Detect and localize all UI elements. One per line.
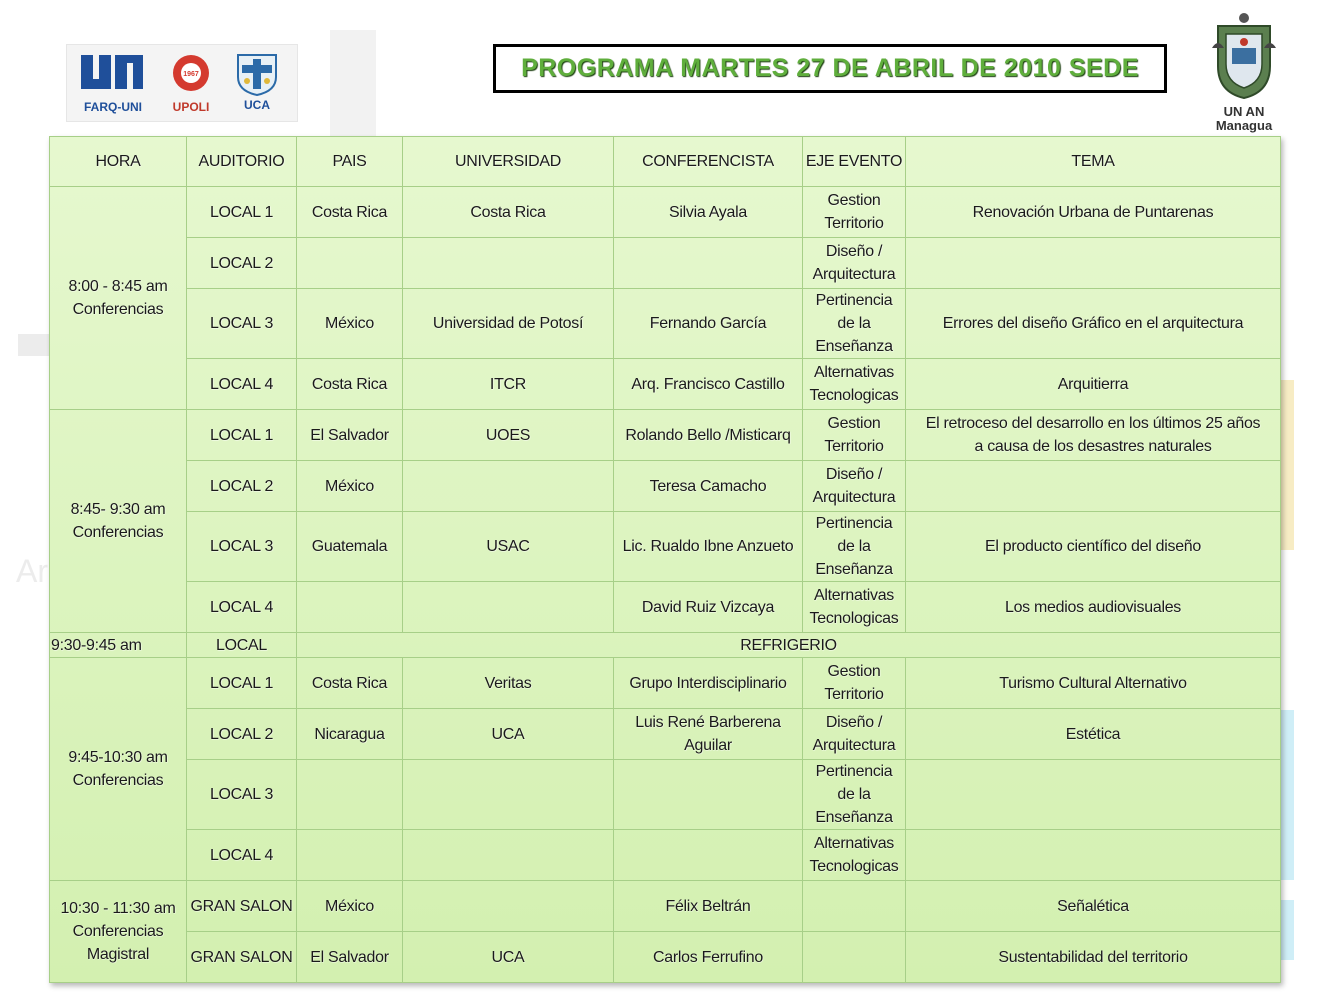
- conferencista-cell: David Ruiz Vizcaya: [614, 582, 803, 633]
- eje-line: Tecnologicas: [809, 858, 899, 875]
- header-conferencista: CONFERENCISTA: [614, 137, 803, 187]
- eje-line: Tecnologicas: [809, 610, 899, 627]
- session-type: Conferencias: [72, 301, 164, 318]
- header-eje-evento: EJE EVENTO: [803, 137, 906, 187]
- uca-shield-icon: [232, 51, 282, 97]
- eje-line: Gestion: [827, 192, 881, 209]
- pais-cell: Nicaragua: [297, 709, 403, 760]
- faro-uni-logo: [77, 51, 149, 114]
- table-row: [50, 881, 1281, 932]
- time-range: 9:45-10:30 am: [68, 749, 168, 766]
- tema-cell: Errores del diseño Gráfico en el arquitectura: [906, 289, 1281, 359]
- title-box: [493, 44, 1167, 93]
- eje-line: de la: [837, 315, 871, 332]
- eje-cell: [803, 709, 906, 760]
- session-type: Conferencias: [72, 524, 164, 541]
- pais-cell: [297, 582, 403, 633]
- conferencista-cell: Félix Beltrán: [614, 881, 803, 932]
- eje-cell: [803, 582, 906, 633]
- eje-line: Gestion: [827, 415, 881, 432]
- pais-cell: Costa Rica: [297, 187, 403, 238]
- eje-line: Alternativas: [814, 364, 894, 381]
- conferencista-cell: [614, 830, 803, 881]
- universidad-cell: UCA: [403, 932, 614, 983]
- universidad-cell: [403, 760, 614, 830]
- unan-managua-logo: [1204, 8, 1284, 136]
- session-subtype: Magistral: [86, 946, 150, 963]
- auditorio-cell: LOCAL 2: [187, 709, 297, 760]
- tema-cell: Sustentabilidad del territorio: [906, 932, 1281, 983]
- eje-line: Enseñanza: [815, 338, 893, 355]
- eje-line: Arquitectura: [812, 489, 896, 506]
- eje-line: Gestion: [827, 663, 881, 680]
- eje-cell: [803, 830, 906, 881]
- header-tema: TEMA: [906, 137, 1281, 187]
- auditorio-cell: LOCAL 1: [187, 410, 297, 461]
- conferencista-cell: Grupo Interdisciplinario: [614, 658, 803, 709]
- conferencista-cell: [614, 238, 803, 289]
- universidad-cell: [403, 881, 614, 932]
- eje-line: de la: [837, 786, 871, 803]
- eje-line: Pertinencia: [815, 515, 893, 532]
- auditorio-cell: LOCAL 4: [187, 830, 297, 881]
- eje-line: Territorio: [824, 215, 884, 232]
- table-row: [50, 582, 1281, 633]
- table-row: [50, 760, 1281, 830]
- time-range: 10:30 - 11:30 am: [60, 900, 176, 917]
- universidad-cell: UOES: [403, 410, 614, 461]
- conferencista-cell: Lic. Rualdo Ibne Anzueto: [614, 512, 803, 582]
- header-universidad: UNIVERSIDAD: [403, 137, 614, 187]
- faro-uni-caption: FARQ-UNI: [84, 100, 142, 114]
- table-row: [50, 238, 1281, 289]
- pais-cell: México: [297, 289, 403, 359]
- pais-cell: El Salvador: [297, 932, 403, 983]
- time-cell-block1: [50, 187, 187, 410]
- pais-cell: [297, 760, 403, 830]
- conferencista-cell: Arq. Francisco Castillo: [614, 359, 803, 410]
- universidad-cell: Costa Rica: [403, 187, 614, 238]
- break-location: LOCAL: [187, 633, 297, 658]
- universidad-cell: UCA: [403, 709, 614, 760]
- tema-cell: [906, 410, 1281, 461]
- conferencista-cell: Carlos Ferrufino: [614, 932, 803, 983]
- tema-cell: Arquitierra: [906, 359, 1281, 410]
- pais-cell: [297, 830, 403, 881]
- tema-cell: [906, 461, 1281, 512]
- table-header-row: [50, 137, 1281, 187]
- unan-crest-icon: [1208, 8, 1280, 100]
- auditorio-cell: LOCAL 4: [187, 359, 297, 410]
- pais-cell: México: [297, 881, 403, 932]
- table-row: [50, 359, 1281, 410]
- auditorio-cell: LOCAL 3: [187, 760, 297, 830]
- pais-cell: El Salvador: [297, 410, 403, 461]
- session-type: Conferencias: [72, 923, 164, 940]
- eje-line: Diseño /: [825, 714, 883, 731]
- auditorio-cell: LOCAL 1: [187, 187, 297, 238]
- eje-line: Pertinencia: [815, 763, 893, 780]
- eje-cell: [803, 461, 906, 512]
- eje-line: Alternativas: [814, 587, 894, 604]
- uni-emblem-icon: [79, 51, 147, 93]
- conferencista-line: Luis René Barberena: [635, 714, 781, 731]
- header-pais: PAIS: [297, 137, 403, 187]
- conferencista-cell: [614, 709, 803, 760]
- table-row: [50, 830, 1281, 881]
- unan-caption: UN AN: [1223, 104, 1265, 119]
- auditorio-cell: GRAN SALON: [187, 932, 297, 983]
- table-row: [50, 410, 1281, 461]
- schedule-table: [49, 136, 1281, 983]
- universidad-cell: [403, 238, 614, 289]
- eje-cell: [803, 881, 906, 932]
- eje-cell: [803, 238, 906, 289]
- eje-line: Enseñanza: [815, 809, 893, 826]
- table-row: [50, 709, 1281, 760]
- conferencista-cell: Rolando Bello /Misticarq: [614, 410, 803, 461]
- table-row: [50, 289, 1281, 359]
- tema-cell: Renovación Urbana de Puntarenas: [906, 187, 1281, 238]
- eje-cell: [803, 658, 906, 709]
- conferencista-cell: Fernando García: [614, 289, 803, 359]
- time-range: 8:00 - 8:45 am: [68, 278, 168, 295]
- tema-line: a causa de los desastres naturales: [974, 438, 1212, 455]
- auditorio-cell: LOCAL 3: [187, 289, 297, 359]
- table-row: [50, 187, 1281, 238]
- eje-line: Pertinencia: [815, 292, 893, 309]
- tema-line: El retroceso del desarrollo en los últimos 25 años: [925, 415, 1261, 432]
- session-type: Conferencias: [72, 772, 164, 789]
- eje-line: Arquitectura: [812, 737, 896, 754]
- pais-cell: Costa Rica: [297, 658, 403, 709]
- universidad-cell: [403, 830, 614, 881]
- conferencista-cell: [614, 760, 803, 830]
- eje-cell: [803, 289, 906, 359]
- page-title: PROGRAMA MARTES 27 DE ABRIL DE 2010 SEDE: [521, 54, 1139, 82]
- auditorio-cell: LOCAL 2: [187, 238, 297, 289]
- tema-cell: [906, 238, 1281, 289]
- conferencista-cell: Teresa Camacho: [614, 461, 803, 512]
- eje-line: Territorio: [824, 438, 884, 455]
- break-time: 9:30-9:45 am: [50, 633, 187, 658]
- auditorio-cell: LOCAL 2: [187, 461, 297, 512]
- eje-line: Diseño /: [825, 243, 883, 260]
- tema-cell: Turismo Cultural Alternativo: [906, 658, 1281, 709]
- universidad-cell: Universidad de Potosí: [403, 289, 614, 359]
- universidad-cell: USAC: [403, 512, 614, 582]
- upoli-logo: [165, 51, 217, 114]
- svg-text:Ar: Ar: [16, 553, 48, 589]
- pais-cell: Costa Rica: [297, 359, 403, 410]
- time-range: 8:45- 9:30 am: [70, 501, 166, 518]
- tema-cell: El producto científico del diseño: [906, 512, 1281, 582]
- time-cell-block2: [50, 410, 187, 633]
- auditorio-cell: LOCAL 4: [187, 582, 297, 633]
- break-row: [50, 633, 1281, 658]
- time-cell-block3: [50, 658, 187, 881]
- unan-city-caption: Managua: [1215, 118, 1273, 133]
- eje-cell: [803, 932, 906, 983]
- table-row: [50, 658, 1281, 709]
- tema-cell: Señalética: [906, 881, 1281, 932]
- auditorio-cell: LOCAL 1: [187, 658, 297, 709]
- tema-cell: Los medios audiovisuales: [906, 582, 1281, 633]
- header-hora: HORA: [50, 137, 187, 187]
- tema-cell: [906, 830, 1281, 881]
- time-cell-block4: [50, 881, 187, 983]
- tema-cell: [906, 760, 1281, 830]
- eje-cell: [803, 359, 906, 410]
- upoli-caption: UPOLI: [172, 100, 210, 114]
- auditorio-cell: LOCAL 3: [187, 512, 297, 582]
- pais-cell: Guatemala: [297, 512, 403, 582]
- eje-line: Arquitectura: [812, 266, 896, 283]
- conferencista-cell: Silvia Ayala: [614, 187, 803, 238]
- auditorio-cell: GRAN SALON: [187, 881, 297, 932]
- eje-line: de la: [837, 538, 871, 555]
- break-label: REFRIGERIO: [297, 633, 1281, 658]
- upoli-gear-icon: [167, 51, 215, 93]
- uca-caption: UCA: [244, 98, 270, 112]
- eje-line: Diseño /: [825, 466, 883, 483]
- eje-cell: [803, 410, 906, 461]
- table-row: [50, 512, 1281, 582]
- table-row: [50, 932, 1281, 983]
- eje-line: Enseñanza: [815, 561, 893, 578]
- universidad-cell: ITCR: [403, 359, 614, 410]
- eje-cell: [803, 760, 906, 830]
- eje-line: Tecnologicas: [809, 387, 899, 404]
- partner-logos: [66, 44, 298, 122]
- universidad-cell: [403, 582, 614, 633]
- pais-cell: [297, 238, 403, 289]
- eje-line: Territorio: [824, 686, 884, 703]
- universidad-cell: Veritas: [403, 658, 614, 709]
- upoli-year: 1967: [183, 71, 199, 78]
- table-row: [50, 461, 1281, 512]
- eje-line: Alternativas: [814, 835, 894, 852]
- universidad-cell: [403, 461, 614, 512]
- header-auditorio: AUDITORIO: [187, 137, 297, 187]
- conferencista-line: Aguilar: [684, 737, 732, 754]
- tema-cell: Estética: [906, 709, 1281, 760]
- pais-cell: México: [297, 461, 403, 512]
- uca-logo: [227, 51, 287, 112]
- eje-cell: [803, 512, 906, 582]
- eje-cell: [803, 187, 906, 238]
